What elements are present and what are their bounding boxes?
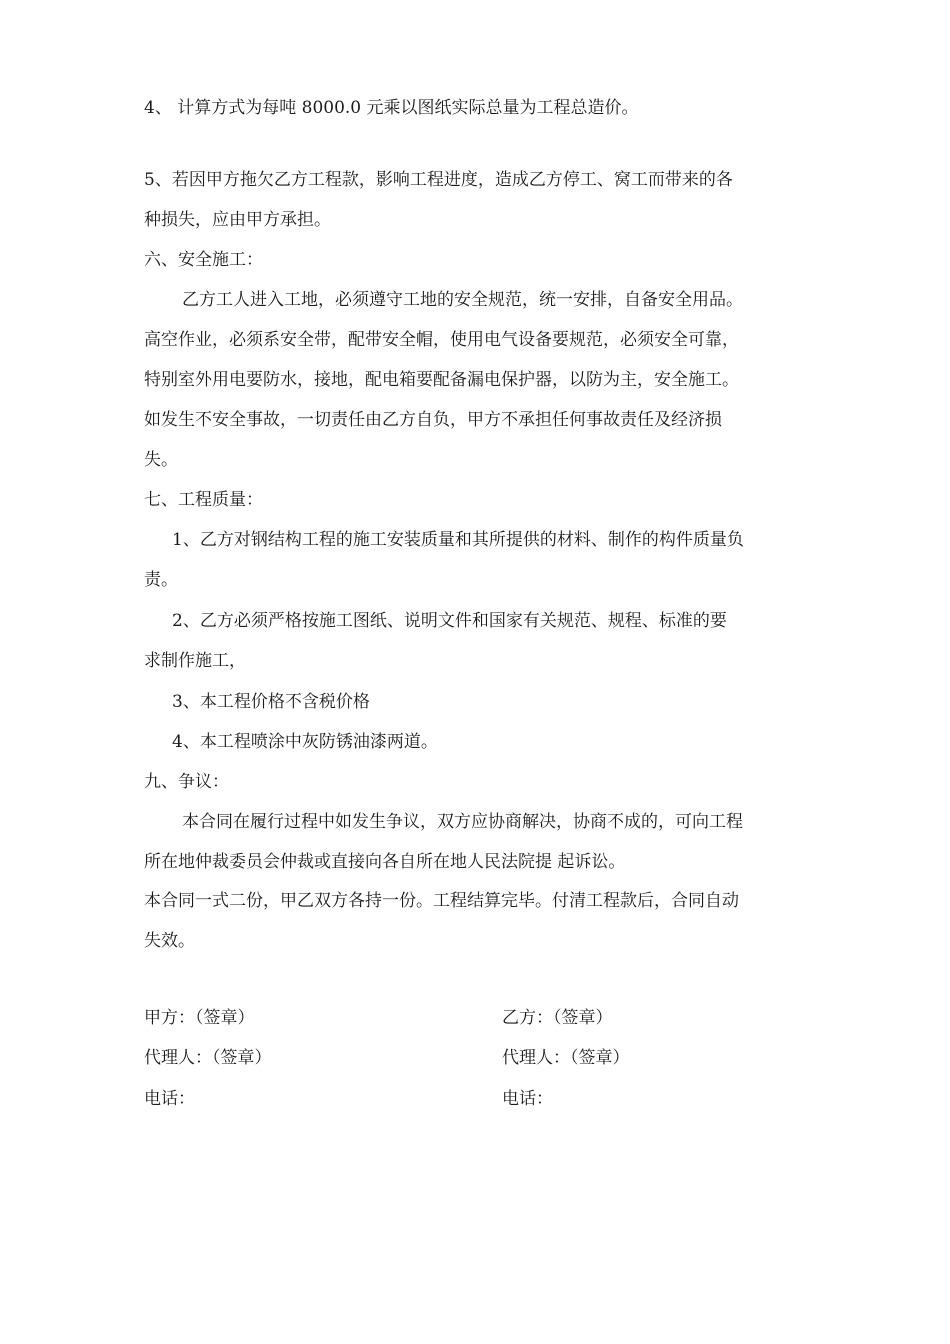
safety-line-2: 高空作业，必须系安全带，配带安全帽，使用电气设备要规范，必须安全可靠， [144,330,739,350]
party-b-agent: 代理人：（签章） [502,1048,630,1068]
quality-item-1-line2: 责。 [144,570,178,590]
safety-heading: 六、安全施工： [144,250,263,270]
closing-line-1: 本合同一式二份，甲乙双方各持一份。工程结算完毕。付清工程款后，合同自动 [144,891,739,911]
dispute-line-2: 所在地仲裁委员会仲裁或直接向各自所在地人民法院提 起诉讼。 [144,852,626,872]
party-a-phone: 电话： [144,1089,195,1109]
safety-line-1: 乙方工人进入工地，必须遵守工地的安全规范，统一安排，自备安全用品。 [182,290,743,310]
party-a-signature: 甲方：（签章） [144,1008,255,1028]
quality-item-2-line1: 2、乙方必须严格按施工图纸、说明文件和国家有关规范、规程、标准的要 [172,611,727,631]
payment-item-5-line2: 种损失，应由甲方承担。 [144,210,331,230]
payment-item-4: 4、 计算方式为每吨 8000.0 元乘以图纸实际总量为工程总造价。 [144,98,639,118]
dispute-line-1: 本合同在履行过程中如发生争议，双方应协商解决，协商不成的，可向工程 [182,812,743,832]
dispute-heading: 九、争议： [144,772,229,792]
safety-line-3: 特别室外用电要防水，接地，配电箱要配备漏电保护器，以防为主，安全施工。 [144,370,739,390]
party-a-agent: 代理人：（签章） [144,1048,272,1068]
quality-heading: 七、工程质量： [144,490,263,510]
payment-item-5-line1: 5、若因甲方拖欠乙方工程款，影响工程进度，造成乙方停工、窝工而带来的各 [144,170,733,190]
safety-line-4: 如发生不安全事故，一切责任由乙方自负，甲方不承担任何事故责任及经济损 [144,410,722,430]
closing-line-2: 失效。 [144,931,195,951]
party-b-phone: 电话： [502,1089,553,1109]
quality-item-3: 3、本工程价格不含税价格 [172,692,370,712]
quality-item-2-line2: 求制作施工， [144,651,246,671]
party-b-signature: 乙方：（签章） [502,1008,613,1028]
quality-item-1-line1: 1、乙方对钢结构工程的施工安装质量和其所提供的材料、制作的构件质量负 [172,530,744,550]
safety-line-5: 失。 [144,450,178,470]
quality-item-4: 4、本工程喷涂中灰防锈油漆两道。 [172,732,438,752]
